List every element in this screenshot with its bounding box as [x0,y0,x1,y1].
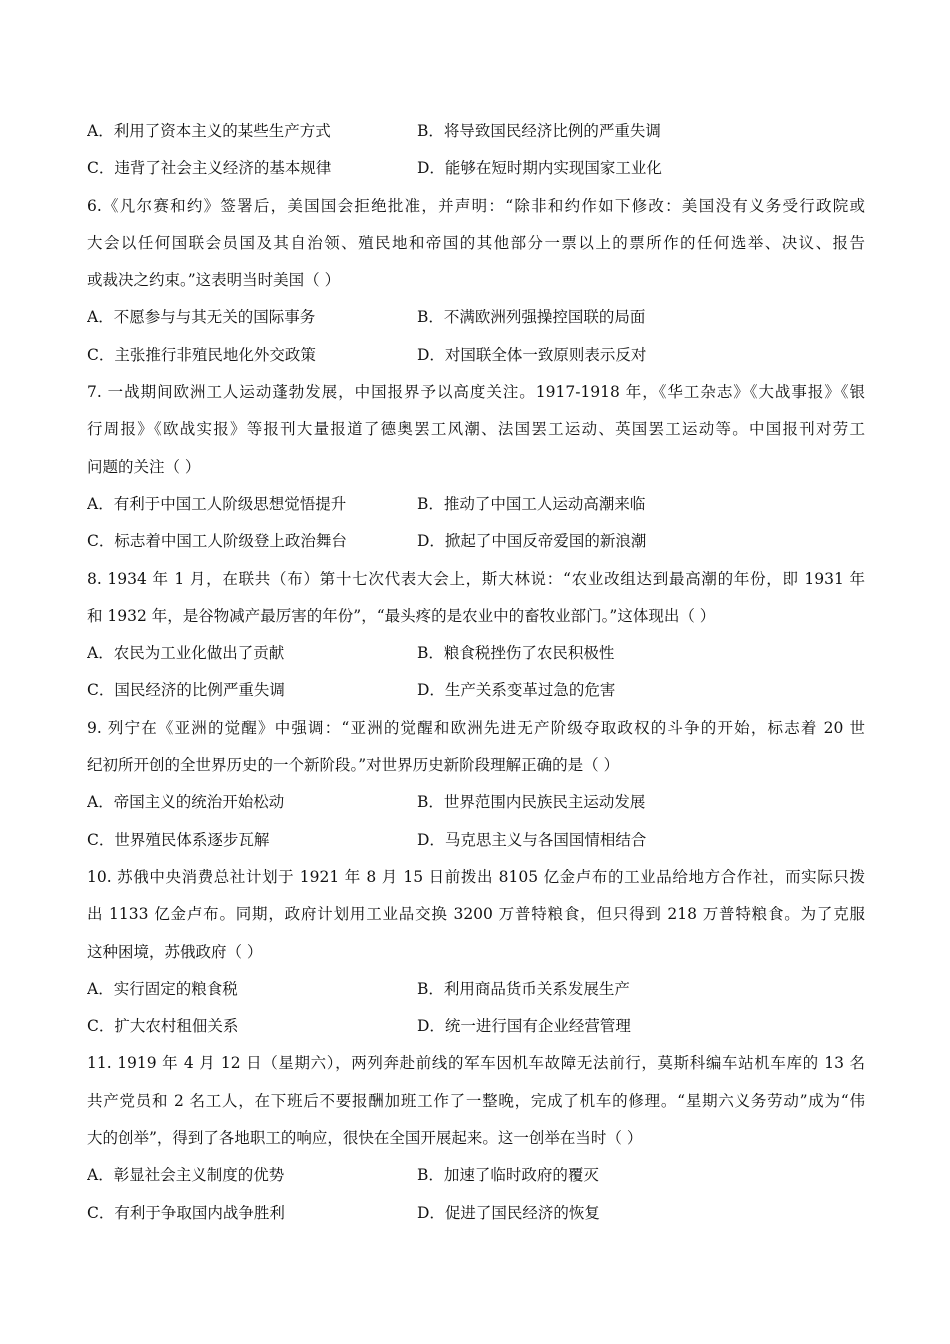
q6-option-c: C．主张推行非殖民地化外交政策 [87,345,316,364]
q6-options-row-2 [87,337,865,374]
q6-option-d: D．对国联全体一致原则表示反对 [417,345,647,364]
q9-stem-line-1: 9. 列宁在《亚洲的觉醒》中强调：“亚洲的觉醒和欧洲先进无产阶级夺取政权的斗争的开始，标志着 20 世 [87,718,865,737]
q9-option-b: B．世界范围内民族民主运动发展 [417,793,646,812]
q10-options-row-2 [87,1008,865,1045]
q6-options-row-1 [87,299,865,336]
q7-option-a: A．有利于中国工人阶级思想觉悟提升 [87,494,347,513]
q7-option-d: D．掀起了中国反帝爱国的新浪潮 [417,532,647,551]
q6-stem-line-3: 或裁决之约束。”这表明当时美国（ ） [87,271,341,290]
q8-option-b: B．粮食税挫伤了农民积极性 [417,644,615,663]
q10-option-d: D．统一进行国有企业经营管理 [417,1017,631,1036]
q5-option-d: D．能够在短时期内实现国家工业化 [417,159,662,178]
q8-options-row-1 [87,635,865,672]
q11-stem-line-2: 共产党员和 2 名工人，在下班后不要报酬加班工作了一整晚，完成了机车的修理。“星期六义务劳动”成为“伟 [87,1091,865,1110]
q8-option-a: A．农民为工业化做出了贡献 [87,644,285,663]
q5-option-c: C．违背了社会主义经济的基本规律 [87,159,332,178]
q7-stem-line-2: 行周报》《欧战实报》等报刊大量报道了德奥罢工风潮、法国罢工运动、英国罢工运动等。中国报刊对劳工 [87,420,865,439]
q11-option-c: C．有利于争取国内战争胜利 [87,1203,285,1222]
q11-option-d: D．促进了国民经济的恢复 [417,1203,600,1222]
q5-option-a: A．利用了资本主义的某些生产方式 [87,122,331,140]
q11-stem-line-1: 11. 1919 年 4 月 12 日（星期六），两列奔赴前线的军车因机车故障无法前行，莫斯科编车站机车库的 13 名 [87,1054,865,1073]
q9-option-d: D．马克思主义与各国国情相结合 [417,830,647,849]
q6-option-b: B．不满欧洲列强操控国联的局面 [417,308,646,327]
q7-option-b: B．推动了中国工人运动高潮来临 [417,494,646,513]
q8-options-row-2 [87,672,865,709]
q8-option-c: C．国民经济的比例严重失调 [87,681,285,700]
q7-option-c: C．标志着中国工人阶级登上政治舞台 [87,532,347,551]
q6-stem-line-1: 6.《凡尔赛和约》签署后，美国国会拒绝批准，并声明：“除非和约作如下修改：美国没有义务受行政院或 [87,196,865,215]
q7-stem-line-1: 7. 一战期间欧洲工人运动蓬勃发展，中国报界予以高度关注。1917-1918 年，《华工杂志》《大战事报》《银 [87,383,865,402]
q9-options-row-1 [87,784,865,821]
q5-option-b: B．将导致国民经济比例的严重失调 [417,122,661,140]
q11-options-row-2 [87,1195,865,1232]
q9-stem-line-2: 纪初所开创的全世界历史的一个新阶段。”对世界历史新阶段理解正确的是（ ） [87,756,620,775]
q8-stem-line-1: 8. 1934 年 1 月，在联共（布）第十七次代表大会上，斯大林说：“农业改组达到最高潮的年份，即 1931 年 [87,569,865,588]
q8-stem-line-2: 和 1932 年，是谷物减产最厉害的年份”，“最头疼的是农业中的畜牧业部门。”这体现出（ ） [87,606,716,625]
q7-options-row-2 [87,523,865,560]
q11-options-row-1 [87,1157,865,1194]
q9-option-c: C．世界殖民体系逐步瓦解 [87,830,270,849]
q10-option-a: A．实行固定的粮食税 [87,979,238,998]
q11-option-b: B．加速了临时政府的覆灭 [417,1166,599,1185]
q10-stem-line-2: 出 1133 亿金卢布。同期，政府计划用工业品交换 3200 万普特粮食，但只得到 218 万普特粮食。为了克服 [87,905,865,924]
q10-stem-line-1: 10. 苏俄中央消费总社计划于 1921 年 8 月 15 日前拨出 8105 亿金卢布的工业品给地方合作社，而实际只拨 [87,867,865,886]
q10-option-c: C．扩大农村租佃关系 [87,1017,239,1036]
q6-option-a: A．不愿参与与其无关的国际事务 [87,308,316,327]
exam-page [87,113,865,1232]
q11-option-a: A．彰显社会主义制度的优势 [87,1166,285,1185]
q10-stem-line-3: 这种困境，苏俄政府（ ） [87,942,263,961]
q10-option-b: B．利用商品货币关系发展生产 [417,979,630,998]
q10-options-row-1 [87,971,865,1008]
q7-options-row-1 [87,486,865,523]
q8-option-d: D．生产关系变革过急的危害 [417,681,616,700]
q5-options-row-2 [87,150,865,187]
q6-stem-line-2: 大会以任何国联会员国及其自治领、殖民地和帝国的其他部分一票以上的票所作的任何选举、决议、报告 [87,233,865,252]
q7-stem-line-3: 问题的关注（ ） [87,457,201,476]
q9-options-row-2 [87,822,865,859]
q5-options-row-1 [87,113,865,150]
q11-stem-line-3: 大的创举”，得到了各地职工的响应，很快在全国开展起来。这一创举在当时（ ） [87,1129,643,1148]
q9-option-a: A．帝国主义的统治开始松动 [87,793,285,812]
